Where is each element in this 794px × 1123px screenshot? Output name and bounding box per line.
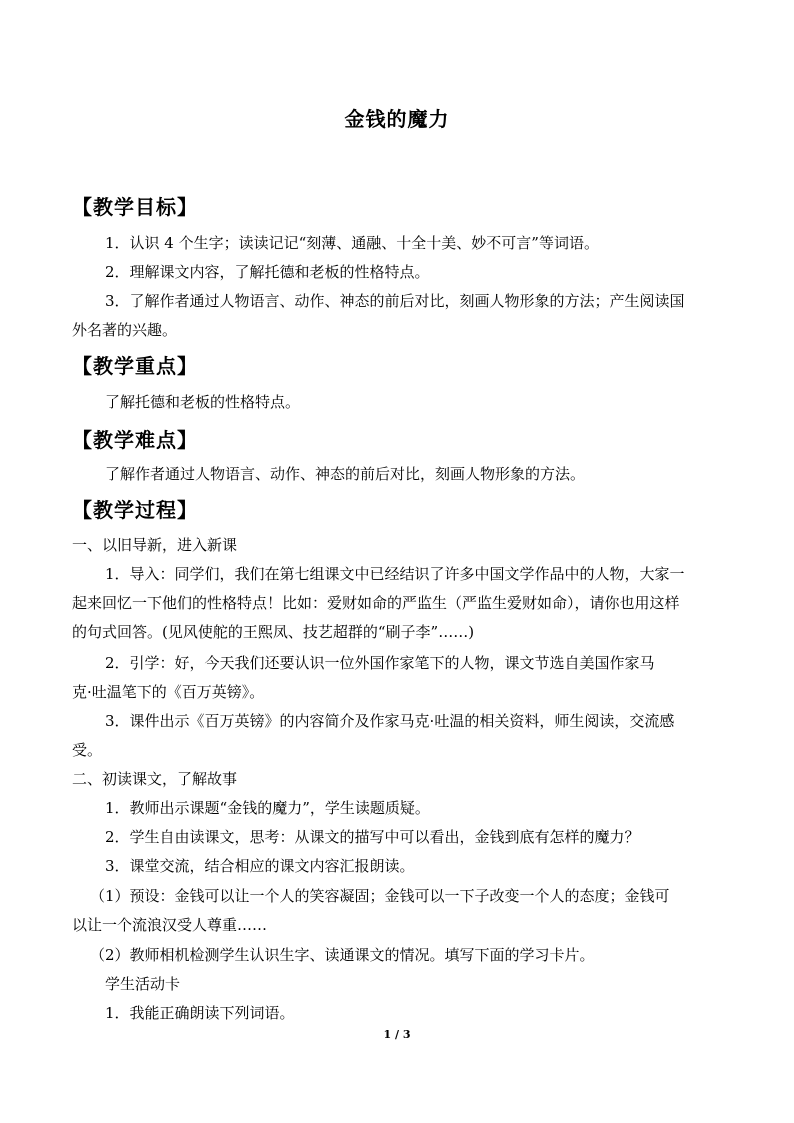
part1-line-3: 的句式回答。(见风使舵的王熙凤、技艺超群的“刷子李”……) bbox=[72, 623, 475, 641]
part2-line-8: 1．我能正确朗读下列词语。 bbox=[105, 1004, 295, 1022]
part1-line-6: 3．课件出示《百万英镑》的内容简介及作家马克·吐温的相关资料，师生阅读，交流感 bbox=[105, 712, 675, 730]
part1-line-4: 2．引学：好，今天我们还要认识一位外国作家笔下的人物，课文节选自美国作家马 bbox=[105, 654, 655, 672]
difficulty-line-1: 了解作者通过人物语言、动作、神态的前后对比，刻画人物形象的方法。 bbox=[105, 465, 586, 483]
part2-line-4: （1）预设：金钱可以让一个人的笑容凝固；金钱可以一下子改变一个人的态度；金钱可 bbox=[90, 887, 670, 905]
goal-line-1: 1．认识 4 个生字；读读记记“刻薄、通融、十全十美、妙不可言”等词语。 bbox=[105, 234, 599, 252]
heading-teaching-goals: 【教学目标】 bbox=[72, 195, 198, 219]
process-part1-title: 一、以旧导新，进入新课 bbox=[72, 536, 238, 554]
document-title: 金钱的魔力 bbox=[344, 107, 450, 131]
heading-difficulties: 【教学难点】 bbox=[72, 428, 198, 452]
part1-line-5: 克·吐温笔下的《百万英镑》。 bbox=[72, 683, 265, 701]
part2-line-2: 2．学生自由读课文，思考：从课文的描写中可以看出，金钱到底有怎样的魔力？ bbox=[105, 828, 640, 846]
key-point-line-1: 了解托德和老板的性格特点。 bbox=[105, 393, 301, 411]
part1-line-2: 起来回忆一下他们的性格特点！比如：爱财如命的严监生（严监生爱财如命），请你也用这样 bbox=[72, 594, 680, 612]
page-number: 1 / 3 bbox=[383, 1028, 411, 1041]
goal-line-3: 3．了解作者通过人物语言、动作、神态的前后对比，刻画人物形象的方法；产生阅读国 bbox=[105, 292, 685, 310]
goal-line-3-continued: 外名著的兴趣。 bbox=[72, 321, 178, 339]
part2-line-5: 以让一个流浪汉受人尊重…… bbox=[72, 916, 268, 934]
process-part2-title: 二、初读课文，了解故事 bbox=[72, 770, 238, 788]
part2-line-6: （2）教师相机检测学生认识生字、读通课文的情况。填写下面的学习卡片。 bbox=[90, 946, 595, 964]
heading-teaching-process: 【教学过程】 bbox=[72, 498, 198, 522]
part2-line-1: 1．教师出示课题“金钱的魔力”，学生读题质疑。 bbox=[105, 799, 430, 817]
activity-card-label: 学生活动卡 bbox=[105, 975, 181, 993]
part1-line-7: 受。 bbox=[72, 741, 103, 759]
part1-line-1: 1．导入：同学们，我们在第七组课文中已经结识了许多中国文学作品中的人物，大家一 bbox=[105, 565, 685, 583]
part2-line-3: 3．课堂交流，结合相应的课文内容汇报朗读。 bbox=[105, 857, 415, 875]
goal-line-2: 2．理解课文内容，了解托德和老板的性格特点。 bbox=[105, 263, 430, 281]
heading-key-points: 【教学重点】 bbox=[72, 354, 198, 378]
